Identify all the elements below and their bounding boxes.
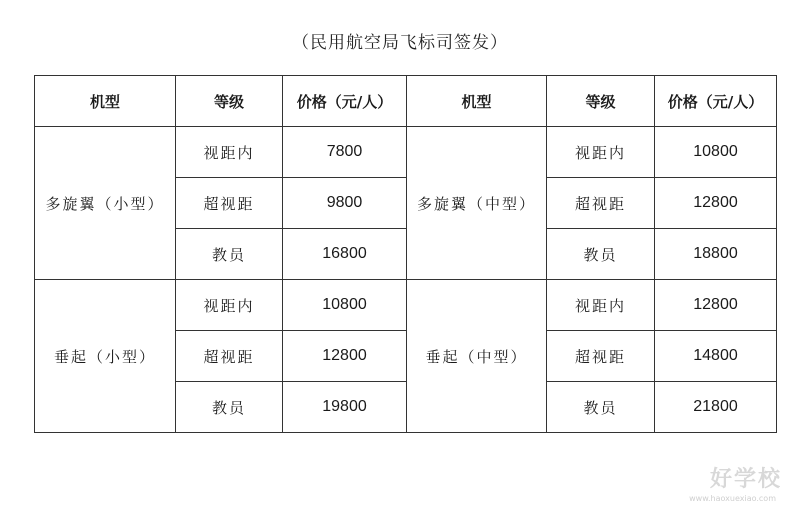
price-table [34, 75, 777, 433]
header-model-right: 机型 [407, 76, 547, 127]
watermark-url: www.haoxuexiao.com [689, 494, 776, 503]
header-price-right: 价格（元/人） [655, 76, 777, 127]
table-row [35, 127, 777, 178]
header-price-left: 价格（元/人） [283, 76, 407, 127]
header-level-right: 等级 [547, 76, 655, 127]
model-cell: 垂起（中型） [407, 280, 547, 433]
level-cell: 视距内 [547, 280, 655, 331]
level-cell: 视距内 [176, 127, 283, 178]
price-cell: 12800 [655, 178, 777, 229]
level-cell: 视距内 [547, 127, 655, 178]
price-cell: 21800 [655, 382, 777, 433]
header-model-left: 机型 [35, 76, 176, 127]
header-level-left: 等级 [176, 76, 283, 127]
level-cell: 教员 [176, 229, 283, 280]
table-row [35, 280, 777, 331]
price-cell: 16800 [283, 229, 407, 280]
price-cell: 12800 [655, 280, 777, 331]
price-cell: 14800 [655, 331, 777, 382]
price-cell: 12800 [283, 331, 407, 382]
price-cell: 10800 [283, 280, 407, 331]
level-cell: 超视距 [176, 178, 283, 229]
level-cell: 超视距 [547, 331, 655, 382]
price-cell: 10800 [655, 127, 777, 178]
watermark-logo: 好学校 [709, 467, 782, 492]
price-cell: 7800 [283, 127, 407, 178]
model-cell: 多旋翼（小型） [35, 127, 176, 280]
level-cell: 视距内 [176, 280, 283, 331]
level-cell: 超视距 [176, 331, 283, 382]
model-cell: 多旋翼（中型） [407, 127, 547, 280]
level-cell: 教员 [547, 382, 655, 433]
model-cell: 垂起（小型） [35, 280, 176, 433]
level-cell: 教员 [176, 382, 283, 433]
level-cell: 教员 [547, 229, 655, 280]
price-cell: 19800 [283, 382, 407, 433]
level-cell: 超视距 [547, 178, 655, 229]
document-subtitle: （民用航空局飞标司签发） [292, 33, 508, 53]
price-cell: 9800 [283, 178, 407, 229]
price-cell: 18800 [655, 229, 777, 280]
table-header-row [35, 76, 777, 127]
